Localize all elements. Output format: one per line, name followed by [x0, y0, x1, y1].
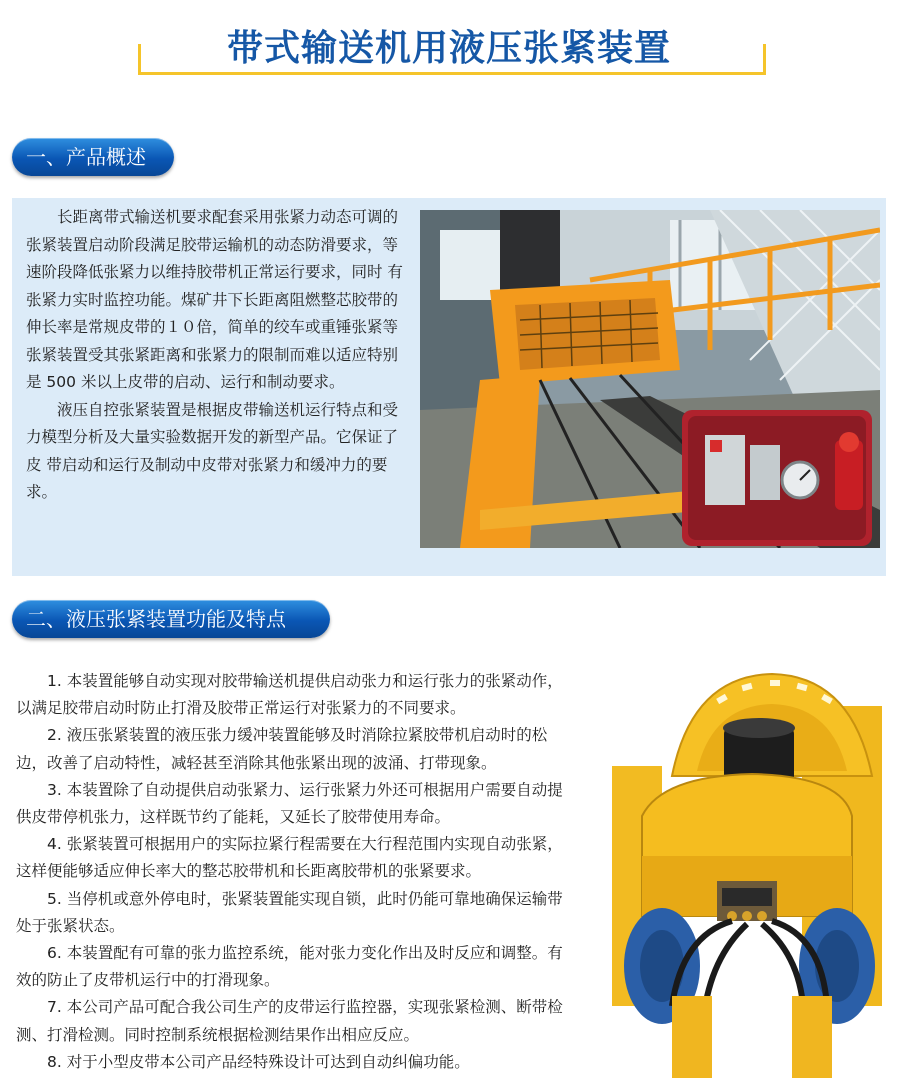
feature-item: 5. 当停机或意外停电时，张紧装置能实现自锁，此时仍能可靠地确保运输带处于张紧状态。: [16, 889, 563, 935]
feature-item: 8. 对于小型皮带本公司产品经特殊设计可达到自动纠偏功能。: [47, 1052, 470, 1071]
conveyor-installation-photo: [420, 210, 880, 548]
overview-text: [26, 204, 408, 507]
feature-item: 6. 本装置配有可靠的张力监控系统，能对张力变化作出及时反应和调整。有效的防止了皮带机运行中的打滑现象。: [16, 944, 563, 990]
hydraulic-winch-photo: [602, 666, 888, 1078]
section-heading-features: 二、液压张紧装置功能及特点: [12, 600, 330, 638]
section-heading-overview: 一、产品概述: [12, 138, 174, 176]
page-title: 带式输送机用液压张紧装置: [226, 28, 671, 69]
feature-item: 1. 本装置能够自动实现对胶带输送机提供启动张力和运行张力的张紧动作，以满足胶带启动时防止打滑及胶带正常运行对张紧力的不同要求。: [16, 672, 563, 718]
overview-paragraph: 长距离带式输送机要求配套采用张紧力动态可调的张紧装置启动阶段满足胶带运输机的动态防滑要求，等速阶段降低张紧力以维持胶带机正常运行要求，同时 有张紧力实时监控功能。煤矿井下长距离阻燃整芯胶带的伸长率是常规皮带的１０倍，简单的绞车或重锤张紧等张紧装置受其张紧距离和张紧力的限制而难以适应特别是 500 米以上皮带的启动、运行和制动要求。: [26, 208, 403, 391]
overview-panel: [12, 198, 886, 576]
feature-item: 2. 液压张紧装置的液压张力缓冲装置能够及时消除拉紧胶带机启动时的松边，改善了启动特性，减轻甚至消除其他张紧出现的波涌、打带现象。: [16, 726, 548, 772]
feature-item: 7. 本公司产品可配合我公司生产的皮带运行监控器，实现张紧检测、断带检测、打滑检测。同时控制系统根据检测结果作出相应反应。: [16, 998, 563, 1044]
title-banner: [0, 0, 898, 90]
feature-item: 4. 张紧装置可根据用户的实际拉紧行程需要在大行程范围内实现自动张紧，这样便能够适应伸长率大的整芯胶带机和长距离胶带机的张紧要求。: [16, 835, 563, 881]
feature-item: 3. 本装置除了自动提供启动张紧力、运行张紧力外还可根据用户需要自动提供皮带停机张力，这样既节约了能耗，又延长了胶带使用寿命。: [16, 780, 563, 827]
overview-paragraph: 液压自控张紧装置是根据皮带输送机运行特点和受 力模型分析及大量实验数据开发的新型产品。它保证了皮 带启动和运行及制动中皮带对张紧力和缓冲力的要求。: [26, 400, 399, 501]
features-list: [16, 668, 572, 1076]
